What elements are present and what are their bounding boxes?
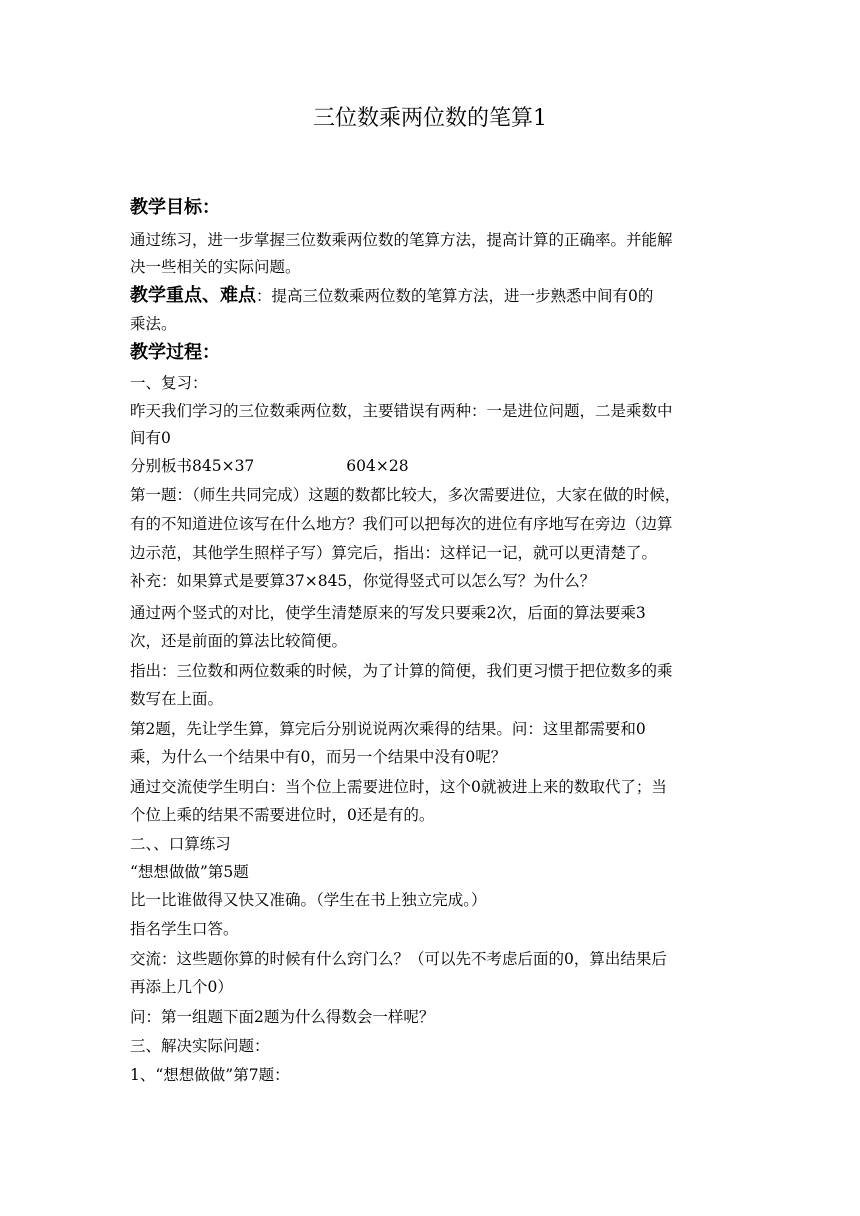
- process-line: 昨天我们学习的三位数乘两位数，主要错误有两种：一是进位问题，二是乘数中: [130, 402, 673, 420]
- process-line: 有的不知道进位该写在什么地方？我们可以把每次的进位有序地写在旁边（边算: [130, 515, 673, 533]
- process-line: 通过交流使学生明白：当个位上需要进位时，这个0就被进上来的数取代了；当: [130, 778, 667, 796]
- process-line: 个位上乘的结果不需要进位时，0还是有的。: [130, 806, 435, 824]
- section-heading-3: 三、解决实际问题：: [130, 1037, 270, 1055]
- process-line: 指出：三位数和两位数乘的时候，为了计算的简便，我们更习惯于把位数多的乘: [130, 662, 673, 680]
- section-heading-2: 二、、口算练习: [130, 835, 231, 853]
- process-line: 交流：这些题你算的时候有什么窍门么？（可以先不考虑后面的0，算出结果后: [130, 950, 667, 968]
- document-title: 三位数乘两位数的笔算1: [313, 106, 547, 131]
- process-line: 边示范，其他学生照样子写）算完后，指出：这样记一记，就可以更清楚了。: [130, 544, 658, 562]
- objectives-heading: 教学目标：: [130, 197, 220, 218]
- key-points-text: 提高三位数乘两位数的笔算方法，进一步熟悉中间有0的: [271, 287, 654, 305]
- process-line: 第2题，先让学生算，算完后分别说说两次乘得的结果。问：这里都需要和0: [130, 720, 646, 738]
- objectives-line-2: 决一些相关的实际问题。: [130, 258, 301, 276]
- process-line: 一、复习：: [130, 374, 208, 392]
- process-line: 指名学生口答。: [130, 920, 239, 938]
- process-heading: 教学过程：: [130, 342, 220, 363]
- board-expression-b: 604×28: [346, 457, 409, 475]
- process-line: 第一题：（师生共同完成）这题的数都比较大，多次需要进位，大家在做的时候，: [130, 486, 681, 504]
- board-line: [130, 454, 730, 478]
- process-line: 乘，为什么一个结果中有0，而另一个结果中没有0呢？: [130, 748, 507, 766]
- process-line: 比一比谁做得又快又准确。（学生在书上独立完成。）: [130, 891, 487, 909]
- key-points-line-1: [130, 284, 730, 308]
- process-line: “想想做做”第5题: [130, 863, 249, 881]
- process-line: 通过两个竖式的对比，使学生清楚原来的写发只要乘2次，后面的算法要乘3: [130, 604, 646, 622]
- process-line: 再添上几个0）: [130, 978, 233, 996]
- key-points-line-2: 乘法。: [130, 315, 177, 333]
- board-expression-a: 分别板书845×37: [130, 457, 255, 475]
- objectives-line-1: 通过练习，进一步掌握三位数乘两位数的笔算方法，提高计算的正确率。并能解: [130, 231, 673, 249]
- process-line: 1、“想想做做”第7题：: [130, 1066, 290, 1084]
- process-line: 间有0: [130, 429, 171, 447]
- key-points-colon: ：: [256, 287, 272, 305]
- process-line: 补充：如果算式是要算37×845，你觉得竖式可以怎么写？为什么？: [130, 572, 596, 590]
- process-line: 问：第一组题下面2题为什么得数会一样呢？: [130, 1008, 435, 1026]
- process-line: 数写在上面。: [130, 690, 224, 708]
- key-points-heading: 教学重点、难点: [130, 285, 256, 306]
- process-line: 次，还是前面的算法比较简便。: [130, 632, 348, 650]
